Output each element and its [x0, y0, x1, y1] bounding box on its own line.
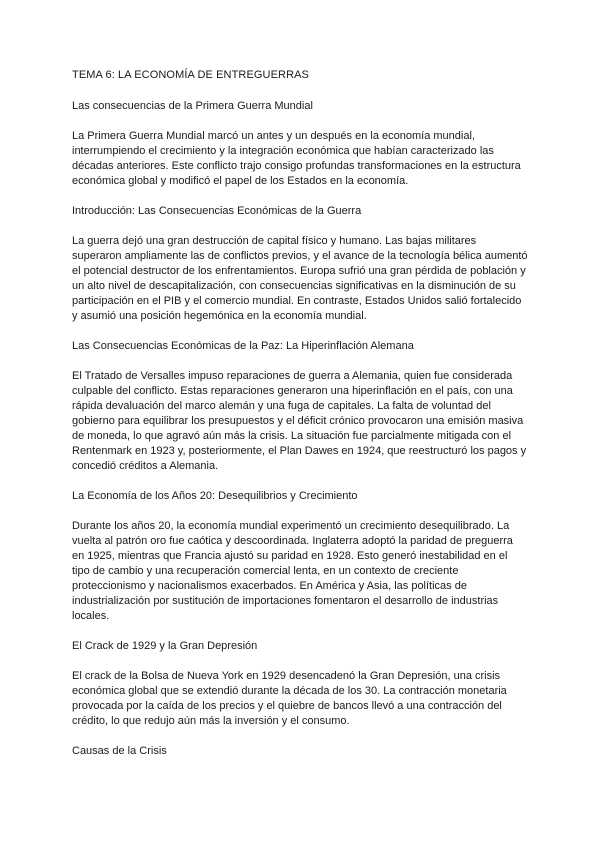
section-heading: La Economía de los Años 20: Desequilibrios y Crecimiento: [72, 490, 358, 502]
section-heading: El Crack de 1929 y la Gran Depresión: [72, 640, 258, 652]
document-title: TEMA 6: LA ECONOMÍA DE ENTREGUERRAS: [72, 69, 309, 81]
section-heading: Las Consecuencias Económicas de la Paz: La Hiperinflación Alemana: [72, 340, 414, 352]
section-heading: Las consecuencias de la Primera Guerra Mundial: [72, 100, 313, 112]
section-paragraph: El crack de la Bolsa de Nueva York en 1929 desencadenó la Gran Depresión, una crisis económica global que se extendió durante la década de los 30. La contracción monetaria provocada por la caída de los precios y el quiebre de bancos llevó a una contracción del crédito, lo que redujo aún más la inversión y el consumo.: [72, 670, 507, 727]
section-heading: Causas de la Crisis: [72, 745, 167, 757]
section-paragraph: La Primera Guerra Mundial marcó un antes y un después en la economía mundial, interrumpiendo el crecimiento y la integración económica que habían caracterizado las décadas anteriores. Este conflicto trajo consigo profundas transformaciones en la estructura económica global y modificó el papel de los Estados en la economía.: [72, 130, 521, 187]
section-heading: Introducción: Las Consecuencias Económicas de la Guerra: [72, 205, 362, 217]
section-paragraph: La guerra dejó una gran destrucción de capital físico y humano. Las bajas militares superaron ampliamente las de conflictos previos, y el avance de la tecnología bélica aumentó el potencial destructor de los enfrentamientos. Europa sufrió una gran pérdida de población y un alto nivel de descapitalización, con consecuencias significativas en la disminución de su participación en el PIB y el comercio mundial. En contraste, Estados Unidos salió fortalecido y asumió una posición hegemónica en la economía mundial.: [72, 235, 528, 322]
section-paragraph: El Tratado de Versalles impuso reparaciones de guerra a Alemania, quien fue considerada culpable del conflicto. Estas reparaciones generaron una hiperinflación en el país, con una rápida devaluación del marco alemán y una fuga de capitales. La falta de voluntad del gobierno para equilibrar los presupuestos y el déficit crónico provocaron una emisión masiva de moneda, lo que agravó aún más la crisis. La situación fue parcialmente mitigada con el Rentenmark en 1923 y, posteriormente, el Plan Dawes en 1924, que reestructuró los pagos y concedió créditos a Alemania.: [72, 370, 527, 472]
section-paragraph: Durante los años 20, la economía mundial experimentó un crecimiento desequilibrado. La vuelta al patrón oro fue caótica y descoordinada. Inglaterra adoptó la paridad de preguerra en 1925, mientras que Francia ajustó su paridad en 1928. Esto generó inestabilidad en el tipo de cambio y una recuperación comercial lenta, en un contexto de creciente proteccionismo y nacionalismos exacerbados. En América y Asia, las políticas de industrialización por sustitución de importaciones fomentaron el desarrollo de industrias locales.: [72, 520, 513, 622]
